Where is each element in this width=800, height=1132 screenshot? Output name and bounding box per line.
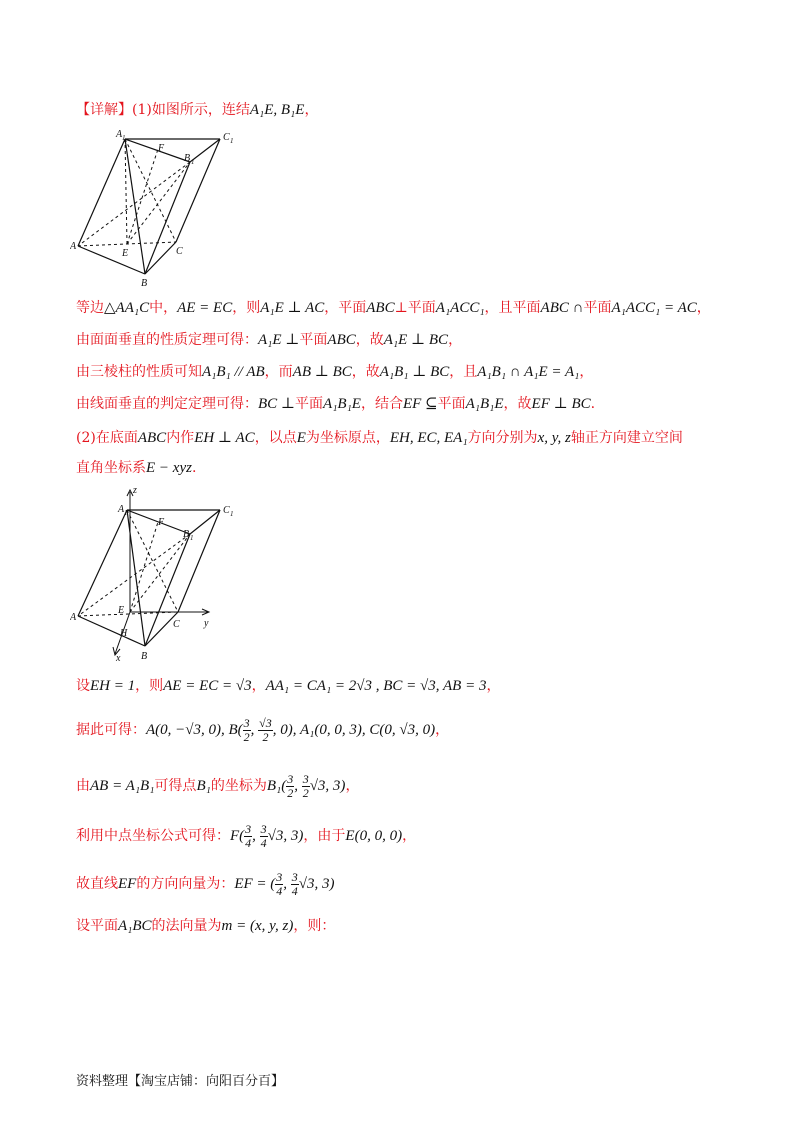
detail-tag: 【详解】 [76, 102, 132, 118]
label-A1: A [116, 129, 123, 140]
prism-figure-2 [70, 484, 260, 668]
label-z: z [133, 485, 137, 496]
text-line-6: (2)在底面ABC内作EH ⊥ AC，以点E为坐标原点，EH, EC, EA₁方向分别为x, y, z轴正方向建立空间 [76, 430, 683, 446]
svg-text:1: 1 [190, 534, 194, 542]
label-A1: A [118, 504, 125, 515]
text-line-3: 由面面垂直的性质定理可得：A₁E ⊥平面ABC，故A₁E ⊥ BC， [76, 332, 463, 348]
text-line-12: 故直线EF的方向向量为：EF = ( $\frac{3}{4}$ , $\frac{3}{4}$ √3, 3) [76, 869, 335, 898]
label-F: F [158, 517, 165, 528]
svg-text:1: 1 [230, 137, 234, 145]
text-line-2: 等边△AA₁C中，AE = EC，则A₁E ⊥ AC，平面ABC⊥平面A₁ACC₁，且平面ABC ∩平面A₁ACC₁ = AC， [76, 300, 711, 316]
label-x: x [116, 653, 121, 664]
svg-text:1: 1 [191, 158, 195, 166]
label-C: C [176, 246, 183, 257]
text-line-11: 利用中点坐标公式可得：F( $\frac{3}{4}$ , $\frac{3}{4}$ √3, 3)，由于E(0, 0, 0)， [76, 821, 417, 850]
text-line-4: 由三棱柱的性质可知A₁B₁ // AB，而AB ⊥ BC，故A₁B₁ ⊥ BC，且A₁B₁ ∩ A₁E = A₁， [76, 364, 594, 380]
svg-text:1: 1 [230, 510, 234, 518]
label-C: C [173, 619, 180, 630]
text-line-7: 直角坐标系E − xyz. [76, 460, 197, 476]
label-C1: C [223, 132, 230, 143]
svg-text:1: 1 [122, 134, 126, 142]
label-B1: B [184, 153, 191, 164]
label-E: E [118, 605, 125, 616]
label-B1: B [183, 529, 190, 540]
label-B: B [141, 278, 148, 289]
label-C1: C [223, 505, 230, 516]
label-A: A [70, 241, 77, 252]
label-y: y [204, 618, 209, 629]
svg-text:1: 1 [124, 509, 128, 517]
solution-heading: 【详解】(1)如图所示，连结A₁E, B₁E， [76, 102, 319, 118]
text-line-9: 据此可得：A(0, −√3, 0), B( $\frac{3}{2}$ , $\frac{√3}{2}$ , 0), A₁(0, 0, 3), C(0, √3, 0)， [76, 715, 450, 744]
label-A: A [70, 612, 77, 623]
text-line-13: 设平面A₁BC的法向量为m = (x, y, z)，则： [76, 918, 336, 934]
page-footer: 资料整理【淘宝店铺：向阳百分百】 [76, 1074, 285, 1089]
label-H: H [120, 628, 128, 639]
label-B: B [141, 651, 148, 662]
text-line-5: 由线面垂直的判定定理可得：BC ⊥平面A₁B₁E，结合EF ⊆平面A₁B₁E，故EF ⊥ BC. [76, 396, 596, 412]
text-line-10: 由AB = A₁B₁可得点B₁的坐标为B₁( $\frac{3}{2}$ , $\frac{3}{2}$ √3, 3)， [76, 771, 360, 800]
label-F: F [158, 143, 165, 154]
prism-figure-1 [70, 124, 260, 296]
label-E: E [122, 248, 129, 259]
text-line-8: 设EH = 1，则AE = EC = √3，AA₁ = CA₁ = 2√3 , BC = √3, AB = 3， [76, 678, 501, 694]
